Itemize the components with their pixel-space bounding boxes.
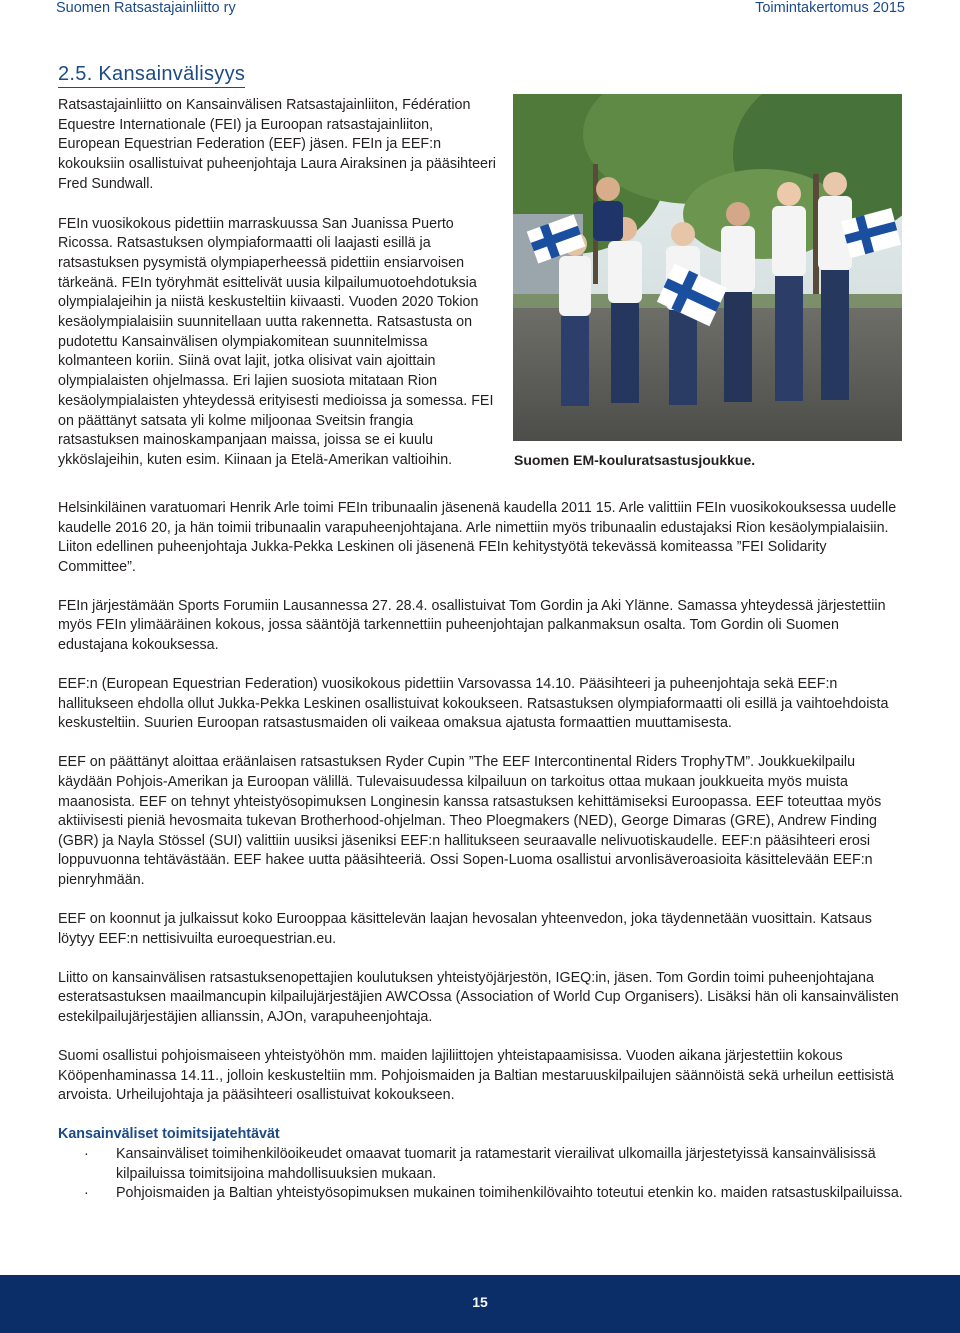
intro-column	[58, 96, 498, 491]
bullet-item	[58, 1145, 903, 1184]
bullet-dot: ·	[84, 1185, 89, 1202]
paragraph-eef-summary: EEF on koonnut ja julkaissut koko Eurooppaa käsittelevän laajan hevosalan yhteenvedon, joka täydennetään vuosittain. Katsaus löytyy EEF:n nettisivuilta euroequestrian.eu.	[58, 911, 872, 947]
page-header	[0, 0, 960, 32]
subheading-international-officials: Kansainväliset toimitsijatehtävät	[58, 1126, 280, 1143]
bullet-text: Kansainväliset toimihenkilöoikeudet omaavat tuomarit ja ratamestarit vierailivat ulkomailla järjestetyissä kansainvälisissä kilpailuissa toimitsijoina mahdollisuuksien mukaan.	[116, 1145, 876, 1182]
officials-bullet-list	[58, 1145, 903, 1204]
bullet-item	[58, 1184, 903, 1204]
paragraph-eef-trophy: EEF on päättänyt aloittaa eräänlaisen ratsastuksen Ryder Cupin ”The EEF Intercontinental Riders TrophyTM”. Joukkuekilpailu käydään Pohjois-Amerikan ja Euroopan välillä. Tulevaisuudessa kilpailuun on tarkoitus ottaa mukaan joukkueita myös muista maanosista. EEF on tehnyt yhteistyösopimuksen Longinesin kanssa ratsastuksen kehittämiseksi Euroopassa. EEF toteuttaa myös aktiivisesti pieniä hevosmaita tukevan Brotherhood-ohjelman. Theo Ploegmakers (NED), George Dimaras (GRE), Andrew Finding (GBR) ja Nayla Stössel (SUI) valittiin uusiksi jäseniksi EEF:n hallitukseen seuraavalle nelivuotiskaudelle. EEF:n pääsihteeri erosi loppuvuonna tehtävästään. EEF hakee uutta pääsihteeriä. Ossi Sopen-Luoma osallistui arvonlisäveroasioita käsittelevään EEF:n pienryhmään.	[58, 754, 882, 888]
bullet-text: Pohjoismaiden ja Baltian yhteistyösopimuksen mukainen toimihenkilövaihto toteutui etenkin ko. maiden ratsastuskilpailuissa.	[116, 1185, 903, 1202]
page-number: 15	[472, 1294, 488, 1310]
photo-caption: Suomen EM-kouluratsastusjoukkue.	[514, 452, 756, 468]
paragraph-eef-meeting: EEF:n (European Equestrian Federation) vuosikokous pidettiin Varsovassa 14.10. Pääsihteeri ja puheenjohtaja sekä EEF:n hallitukseen ehdolla ollut Jukka-Pekka Leskinen osallistuivat kokoukseen. Ratsastuksen olympiaformaatti oli esillä ja vaihtoehdoista keskusteltiin. Suurien Euroopan ratsastusmaiden oli vaikeaa omaksua ajatusta formaattien muuttamisesta.	[58, 676, 889, 732]
main-text	[58, 499, 903, 1204]
intro-paragraph-1: Ratsastajainliitto on Kansainvälisen Ratsastajainliiton, Fédération Equestre Internationale (FEI) ja Euroopan ratsastajainliiton, European Equestrian Federation (EEF) jäsen. FEIn ja EEF:n kokouksiin osallistuivat puheenjohtaja Laura Airaksinen ja pääsihteeri Fred Sundwall.	[58, 97, 496, 192]
team-photo	[513, 94, 902, 441]
report-title: Toimintakertomus 2015	[755, 0, 905, 16]
bullet-dot: ·	[84, 1145, 89, 1162]
paragraph-fei-tribunal: Helsinkiläinen varatuomari Henrik Arle toimi FEIn tribunaalin jäsenenä kaudella 2011 15. Arle valittiin FEIn vuosikokouksessa uudelle kaudelle 2016 20, ja hän toimii tribunaalin varapuheenjohtajana. Arle nimettiin myös tribunaalin edustajaksi Rion kesäolympialaisiin. Liiton edellinen puheenjohtaja Jukka-Pekka Leskinen oli jäsenenä FEIn kehitystyötä tekevässä komiteassa ”FEI Solidarity Committee”.	[58, 500, 897, 575]
organization-name: Suomen Ratsastajainliitto ry	[56, 0, 236, 16]
paragraph-igeq: Liitto on kansainvälisen ratsastuksenopettajien koulutuksen yhteistyöjärjestön, IGEQ:in, jäsen. Tom Gordin toimi puheenjohtajana esteratsastuksen maailmancupin kilpailujärjestäjien AWCOssa (Association of World Cup Organisers). Lisäksi hän oli kansainvälisten estekilpailujärjestäjien allianssin, AJOn, varapuheenjohtaja.	[58, 969, 899, 1025]
intro-paragraph-2: FEIn vuosikokous pidettiin marraskuussa San Juanissa Puerto Ricossa. Ratsastuksen olympiaformaatti oli laajasti esillä ja ratsastuksen pysymistä olympiaperheessä pidettiin ensiarvoisen tärkeänä. FEIn työryhmät esittelivät uusia kilpailumuotoehdotuksia olympialajeihin ja niistä keskusteltiin kiivaasti. Vuoden 2020 Tokion kesäolympialaisiin suunnitellaan uutta rakennetta. Ratsastusta on pudotettu Kansainvälisen olympiakomitean suunnitelmissa kolmanteen koriin. Siinä ovat lajit, jotka olisivat vain ajoittain olympialaisten ohjelmassa. Eri lajien suosiota mitataan Rion kesäolympialaisten yhteydessä erityisesti medioissa ja somessa. FEI on päättänyt satsata yli kolme miljoonaa Sveitsin frangia ratsastuksen mainoskampanjaan maissa, joissa se ei kuulu ykköslajeihin, kuten esim. Kiinaan ja Etelä-Amerikan valtioihin.	[58, 215, 494, 468]
paragraph-sports-forum: FEIn järjestämään Sports Forumiin Lausannessa 27. 28.4. osallistuivat Tom Gordin ja Aki Ylänne. Samassa yhteydessä järjestettiin myös FEIn ylimääräinen kokous, jossa sääntöjä tarkennettiin puheenjohtajan palkanmaksun osalta. Tom Gordin oli Suomen edustajana kokouksessa.	[58, 597, 886, 654]
paragraph-nordic-cooperation: Suomi osallistui pohjoismaiseen yhteistyöhön mm. maiden lajiliittojen yhteistapaamisissa. Vuoden aikana järjestettiin kokous Kööpenhaminassa 14.11., jolloin keskusteltiin mm. Pohjoismaiden ja Baltian mestaruuskilpailujen säännöistä sekä urheilun eettisistä arvoista. Urheilujohtaja ja pääsihteeri osallistuivat kokoukseen.	[58, 1048, 894, 1104]
team-photo-illustration	[513, 94, 902, 441]
section-title: 2.5. Kansainvälisyys	[58, 63, 245, 88]
page-footer	[0, 1275, 960, 1333]
